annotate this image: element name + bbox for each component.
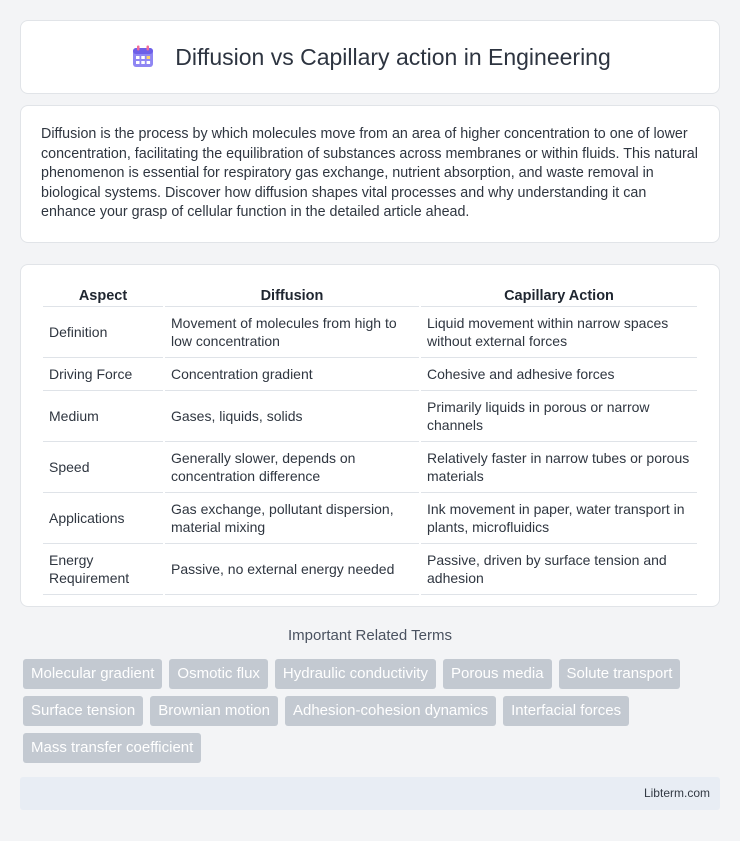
table-row [43,307,697,358]
footer [20,777,720,810]
table-cell: Primarily liquids in porous or narrow channels [420,391,697,442]
table-row [43,442,697,493]
related-term-tag[interactable]: Hydraulic conductivity [275,659,436,689]
header-diffusion: Diffusion [164,285,420,307]
related-term-tag[interactable]: Solute transport [559,659,681,689]
related-term-tag[interactable]: Interfacial forces [503,696,629,726]
intro-card [20,105,720,243]
header-aspect: Aspect [43,285,164,307]
table-row [43,358,697,391]
table-cell: Cohesive and adhesive forces [420,358,697,391]
table-cell: Passive, no external energy needed [164,544,420,595]
table-row [43,391,697,442]
intro-text: Diffusion is the process by which molecules move from an area of higher concentration to one of lower concentration, facilitating the equilibration of substances across membranes or within fluids. This natural phenomenon is essential for respiratory gas exchange, nutrient absorption, and waste removal in biological systems. Discover how diffusion shapes vital processes and why understanding it can enhance your grasp of cellular function in the detailed article ahead. [41,126,698,221]
related-term-tag[interactable]: Mass transfer coefficient [23,733,201,763]
related-term-tag[interactable]: Osmotic flux [169,659,268,689]
table-cell: Definition [43,307,164,358]
related-term-tag[interactable]: Porous media [443,659,552,689]
comparison-table [43,285,697,595]
table-cell: Speed [43,442,164,493]
header-capillary-action: Capillary Action [420,285,697,307]
table-row [43,493,697,544]
table-cell: Ink movement in paper, water transport in plants, microfluidics [420,493,697,544]
table-cell: Generally slower, depends on concentration difference [164,442,420,493]
header-card [20,20,720,94]
table-cell: Applications [43,493,164,544]
table-header-row [43,285,697,307]
comparison-table-card [20,264,720,607]
table-row [43,544,697,595]
related-term-tag[interactable]: Molecular gradient [23,659,162,689]
table-cell: Driving Force [43,358,164,391]
calendar-icon [129,43,157,71]
related-terms-list [23,659,723,763]
table-cell: Gases, liquids, solids [164,391,420,442]
table-cell: Movement of molecules from high to low concentration [164,307,420,358]
related-term-tag[interactable]: Adhesion-cohesion dynamics [285,696,496,726]
table-cell: Gas exchange, pollutant dispersion, material mixing [164,493,420,544]
page-title: Diffusion vs Capillary action in Engineering [175,43,611,70]
footer-site-link[interactable]: Libterm.com [643,786,710,800]
related-term-tag[interactable]: Brownian motion [150,696,278,726]
table-cell: Relatively faster in narrow tubes or porous materials [420,442,697,493]
related-term-tag[interactable]: Surface tension [23,696,143,726]
table-cell: Passive, driven by surface tension and adhesion [420,544,697,595]
table-cell: Medium [43,391,164,442]
table-cell: Concentration gradient [164,358,420,391]
table-cell: Liquid movement within narrow spaces without external forces [420,307,697,358]
related-terms-title: Important Related Terms [288,627,452,644]
table-cell: Energy Requirement [43,544,164,595]
